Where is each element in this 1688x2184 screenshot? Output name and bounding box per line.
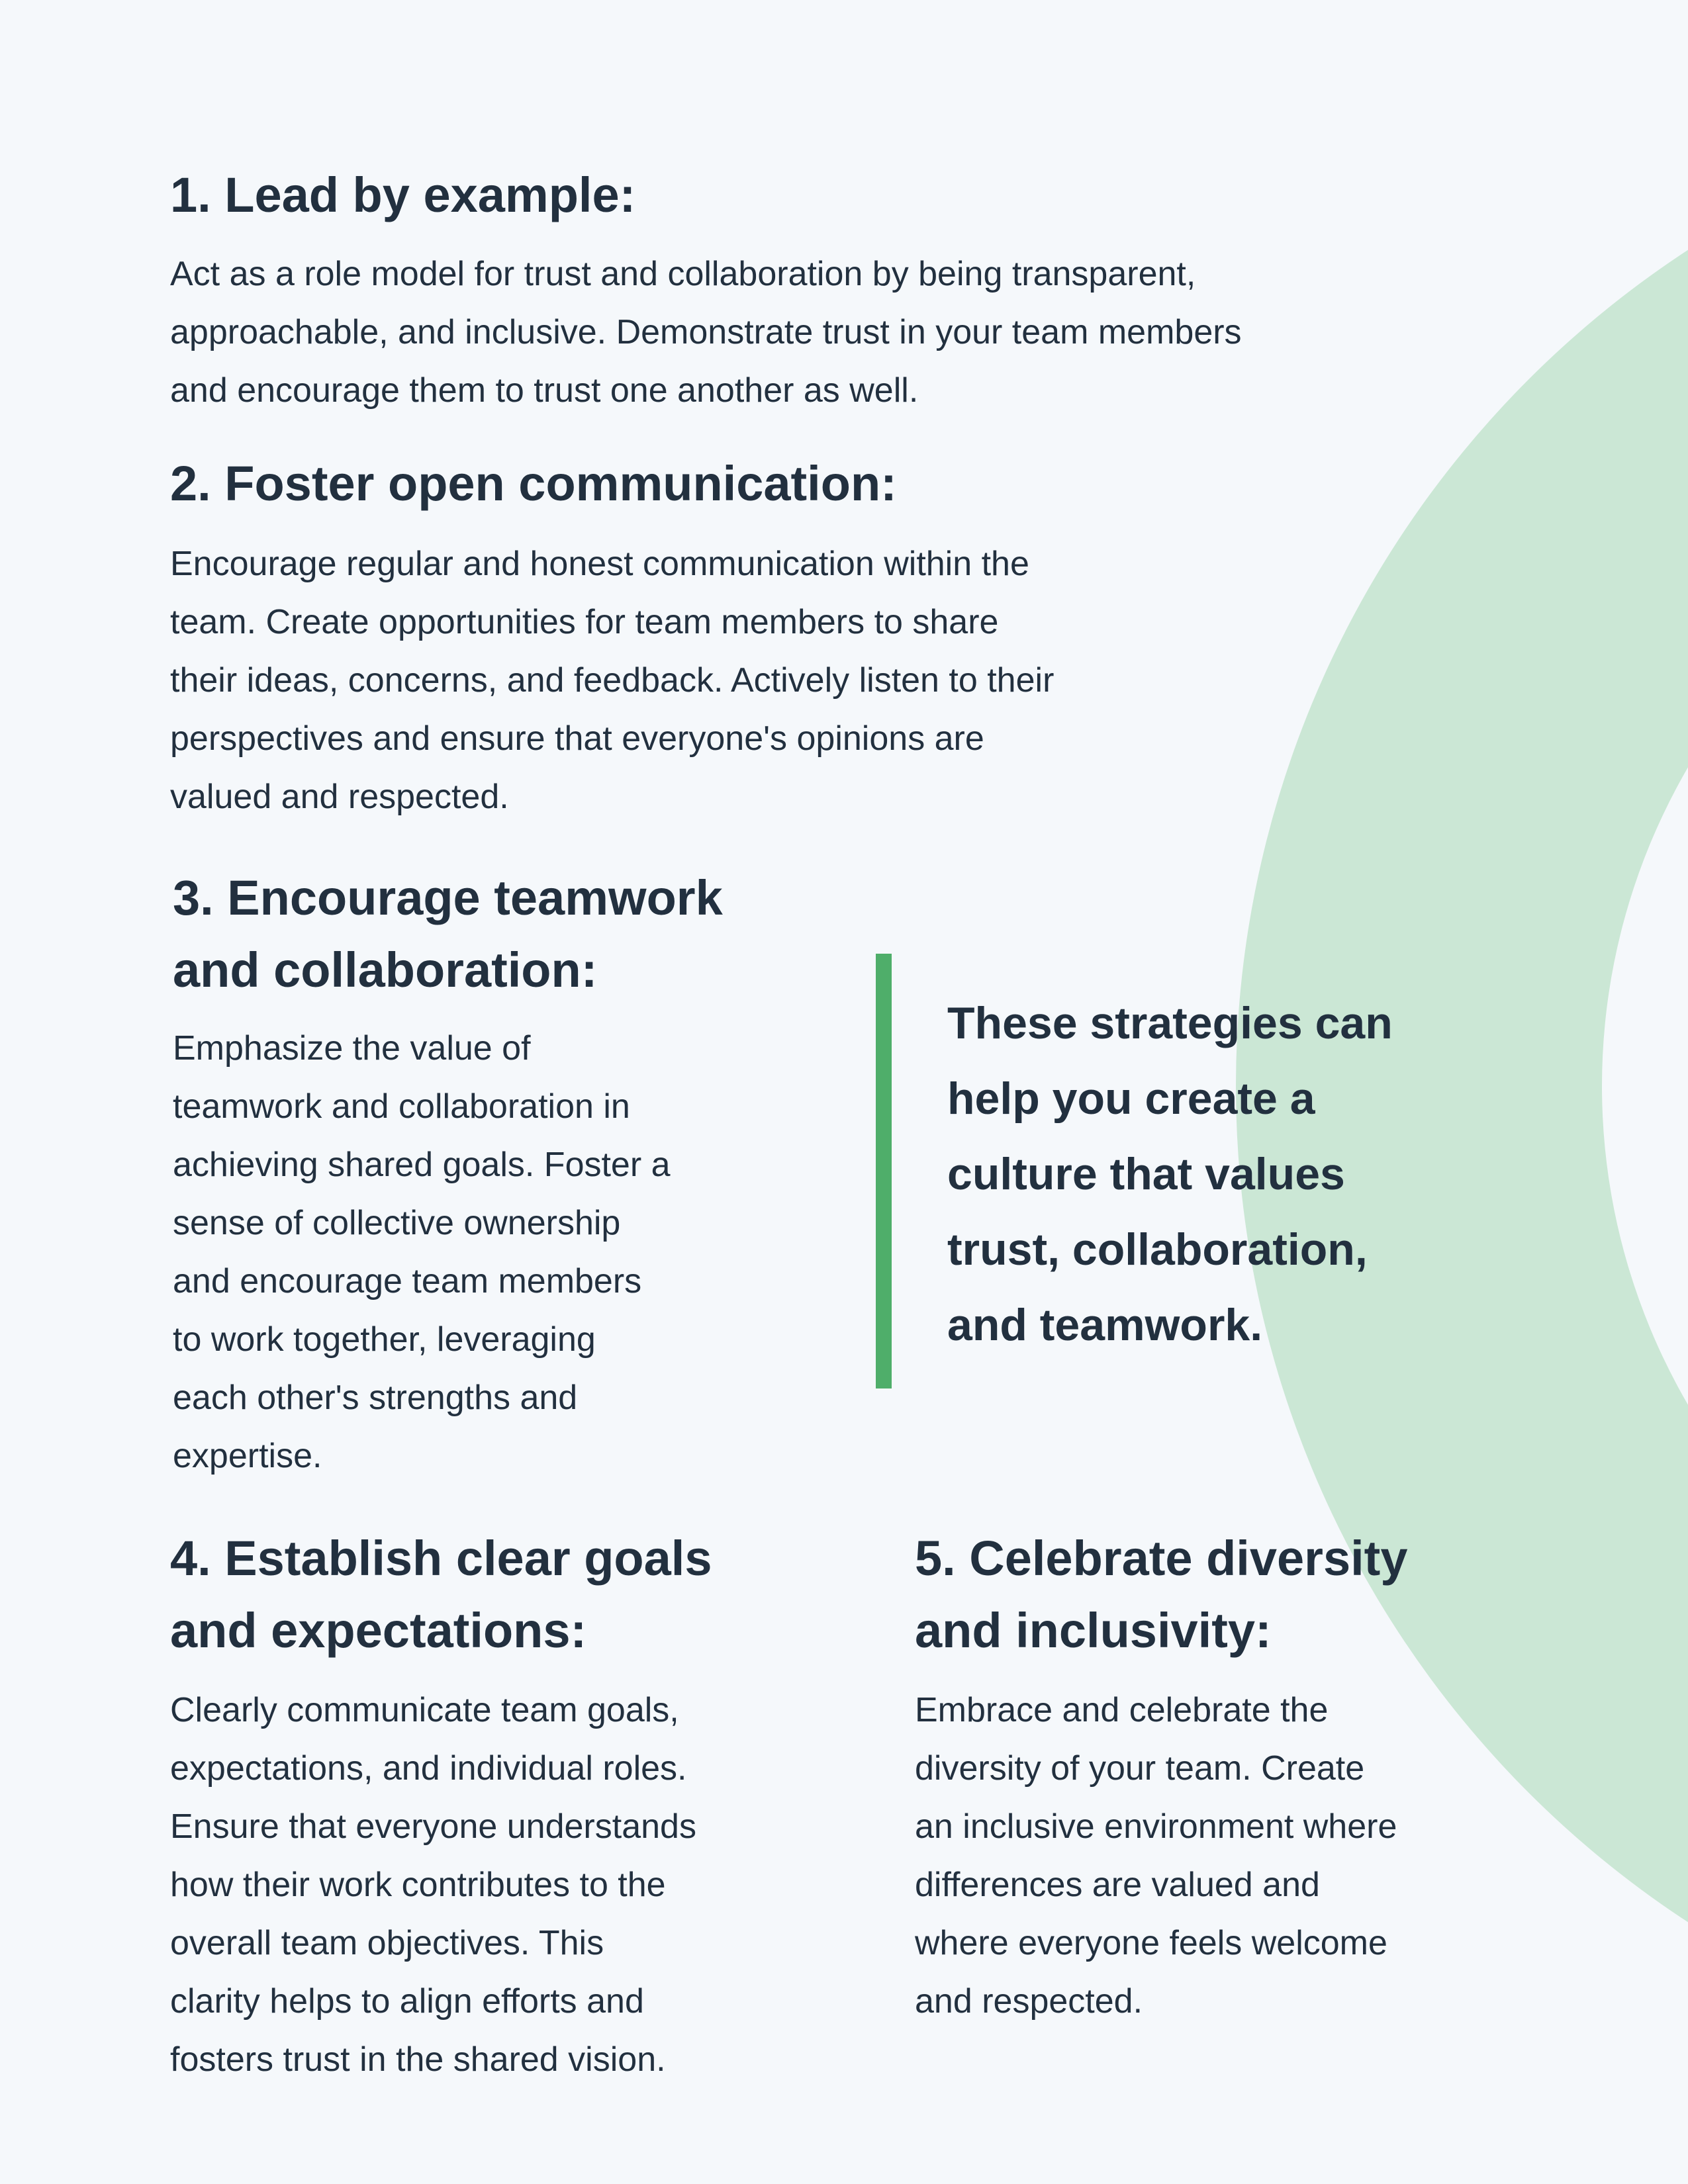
section-3-body [173,1019,671,1485]
text-line: Act as a role model for trust and collaboration by being transparent, [170,255,1196,293]
text-line: team. Create opportunities for team members to share [170,603,999,641]
text-line: where everyone feels welcome [915,1924,1387,1962]
text-line: valued and respected. [170,778,509,816]
text-line: differences are valued and [915,1866,1320,1904]
text-line: 2. Foster open communication: [170,456,897,511]
text-line: Encourage regular and honest communication within the [170,545,1029,583]
text-line: fosters trust in the shared vision. [170,2040,666,2079]
text-line: 3. Encourage teamwork [173,870,723,925]
text-line: and inclusivity: [915,1603,1272,1658]
text-line: Emphasize the value of [173,1029,531,1068]
text-line: expertise. [173,1437,322,1475]
quote-accent-bar [876,954,892,1388]
text-line: Clearly communicate team goals, [170,1691,679,1729]
text-line: an inclusive environment where [915,1807,1397,1846]
text-line: 5. Celebrate diversity [915,1531,1408,1586]
text-line: help you create a [947,1073,1315,1124]
text-line: and expectations: [170,1603,587,1658]
text-line: to work together, leveraging [173,1320,596,1359]
section-1-heading [170,159,635,231]
section-2-heading [170,447,897,520]
section-4-heading [170,1522,712,1666]
text-line: perspectives and ensure that everyone's opinions are [170,719,984,758]
text-line: Embrace and celebrate the [915,1691,1329,1729]
text-line: their ideas, concerns, and feedback. Actively listen to their [170,661,1055,700]
text-line: 4. Establish clear goals [170,1531,712,1586]
text-line: Ensure that everyone understands [170,1807,696,1846]
text-line: and teamwork. [947,1300,1263,1350]
text-line: achieving shared goals. Foster a [173,1146,671,1184]
text-line: each other's strengths and [173,1379,578,1417]
section-3-heading [173,862,723,1006]
text-line: approachable, and inclusive. Demonstrate trust in your team members [170,313,1242,351]
section-4-body [170,1681,696,2089]
text-line: and respected. [915,1982,1143,2021]
pull-quote [947,985,1393,1363]
section-1-body [170,245,1242,420]
text-line: diversity of your team. Create [915,1749,1365,1788]
text-line: teamwork and collaboration in [173,1087,630,1126]
text-line: and encourage them to trust one another as well. [170,371,919,410]
text-line: expectations, and individual roles. [170,1749,687,1788]
text-line: and encourage team members [173,1262,642,1300]
text-line: culture that values [947,1149,1345,1199]
text-line: trust, collaboration, [947,1224,1368,1275]
text-line: and collaboration: [173,942,598,997]
text-line: These strategies can [947,998,1393,1048]
section-2-body [170,535,1054,826]
section-5-body [915,1681,1397,2030]
text-line: 1. Lead by example: [170,167,636,222]
section-5-heading [915,1522,1407,1666]
text-line: how their work contributes to the [170,1866,666,1904]
text-line: sense of collective ownership [173,1204,621,1242]
text-line: clarity helps to align efforts and [170,1982,644,2021]
text-line: overall team objectives. This [170,1924,604,1962]
